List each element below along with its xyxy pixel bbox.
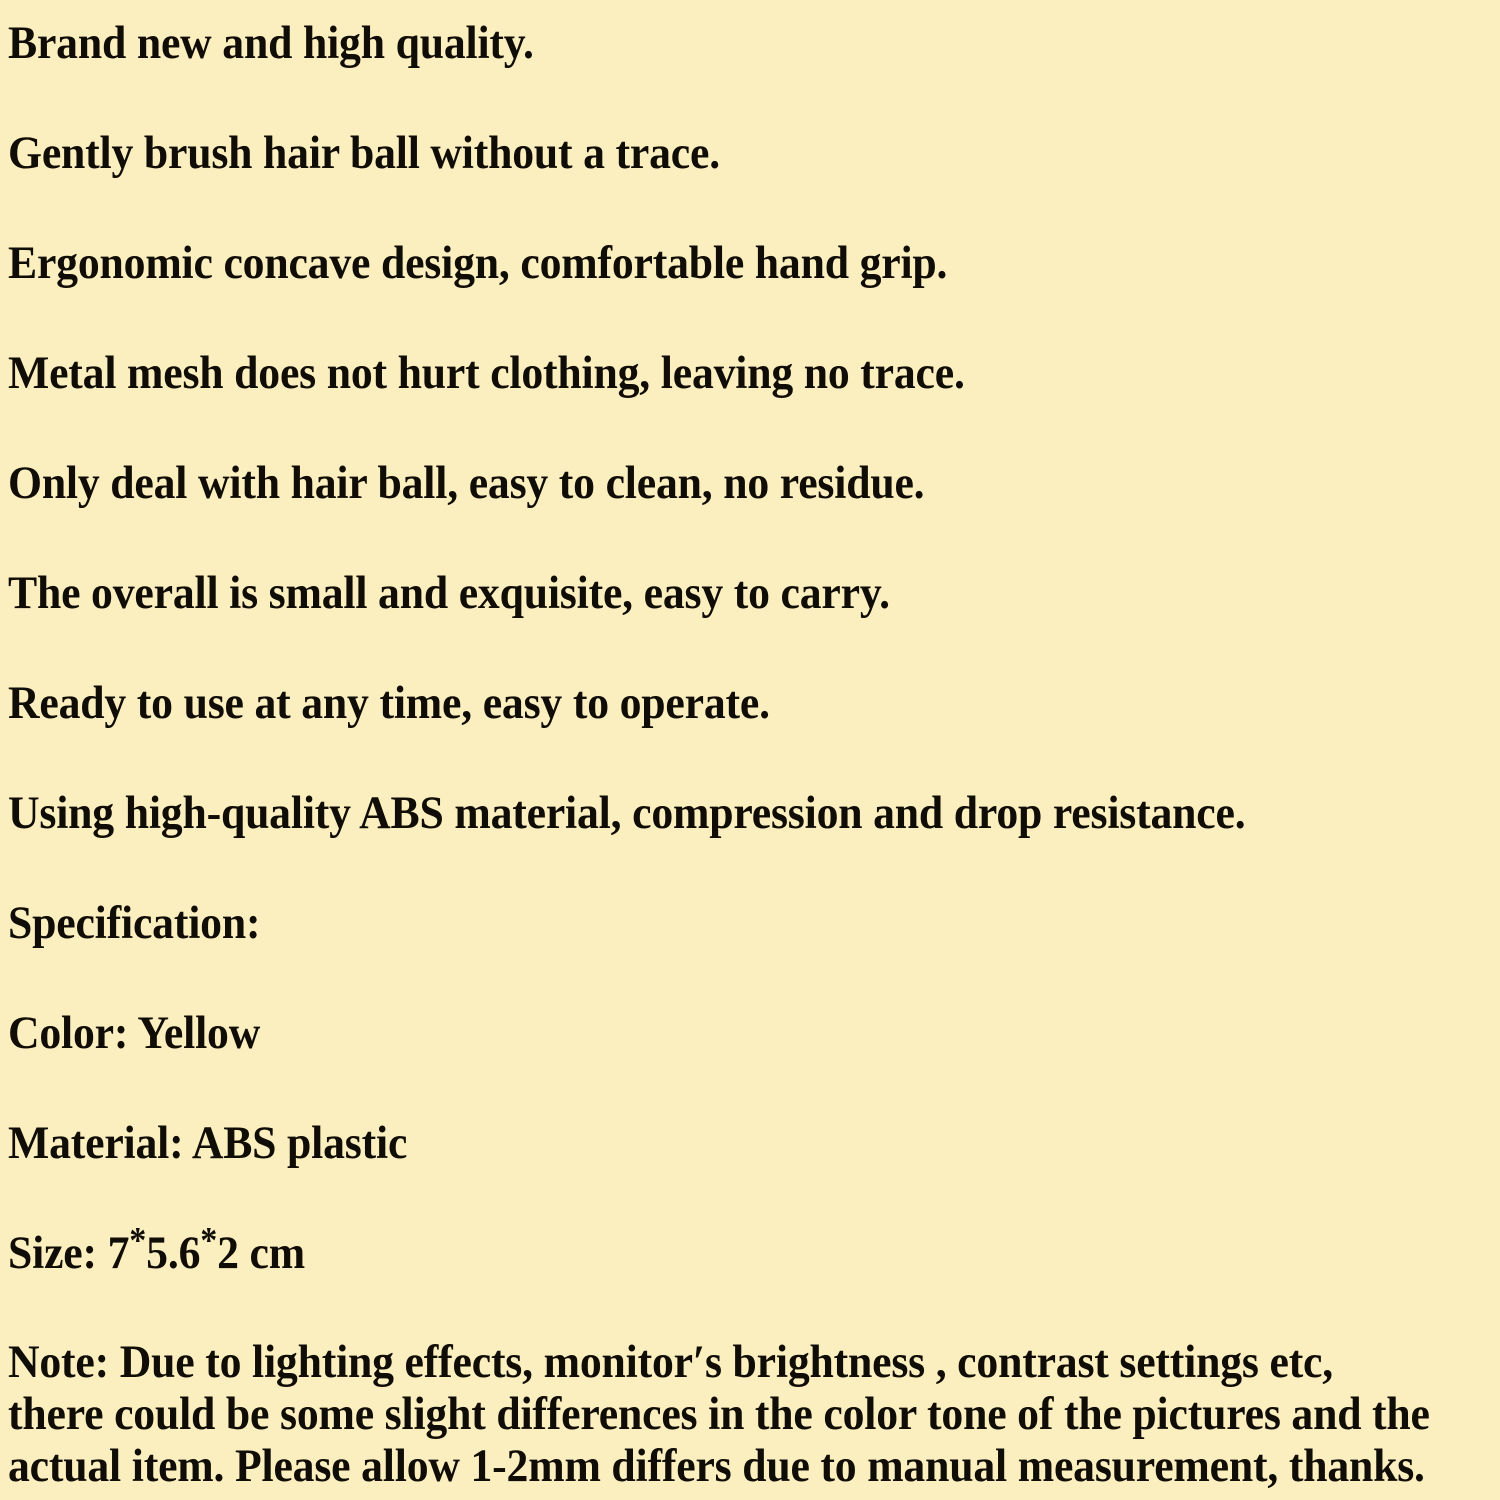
feature-line-5: Only deal with hair ball, easy to clean, no residue. [8,457,925,509]
size-middle: 5.6 [146,1227,201,1279]
specification-size [8,1198,1330,1308]
specification-material: Material: ABS plastic [8,1117,408,1169]
feature-line-3: Ergonomic concave design, comfortable hand grip. [8,237,948,289]
size-prefix: Size: 7 [8,1227,130,1279]
size-suffix: 2 cm [217,1227,305,1279]
size-asterisk-2: * [200,1219,218,1261]
specification-color: Color: Yellow [8,1007,261,1059]
feature-line-7: Ready to use at any time, easy to operate. [8,677,770,729]
feature-line-1: Brand new and high quality. [8,17,534,69]
description-body [8,0,1430,1492]
specification-heading: Specification: [8,897,261,949]
feature-line-6: The overall is small and exquisite, easy to carry. [8,567,890,619]
feature-line-8: Using high-quality ABS material, compression and drop resistance. [8,787,1246,839]
size-asterisk-1: * [129,1219,147,1261]
feature-line-4: Metal mesh does not hurt clothing, leaving no trace. [8,347,965,399]
feature-line-2: Gently brush hair ball without a trace. [8,127,720,179]
note-paragraph: Note: Due to lighting effects, monitor′s brightness , contrast settings etc, there could be some slight differences in the color tone of the pictures and the actual item. Please allow 1-2mm differs due to manual measurement, thanks. [8,1336,1430,1492]
